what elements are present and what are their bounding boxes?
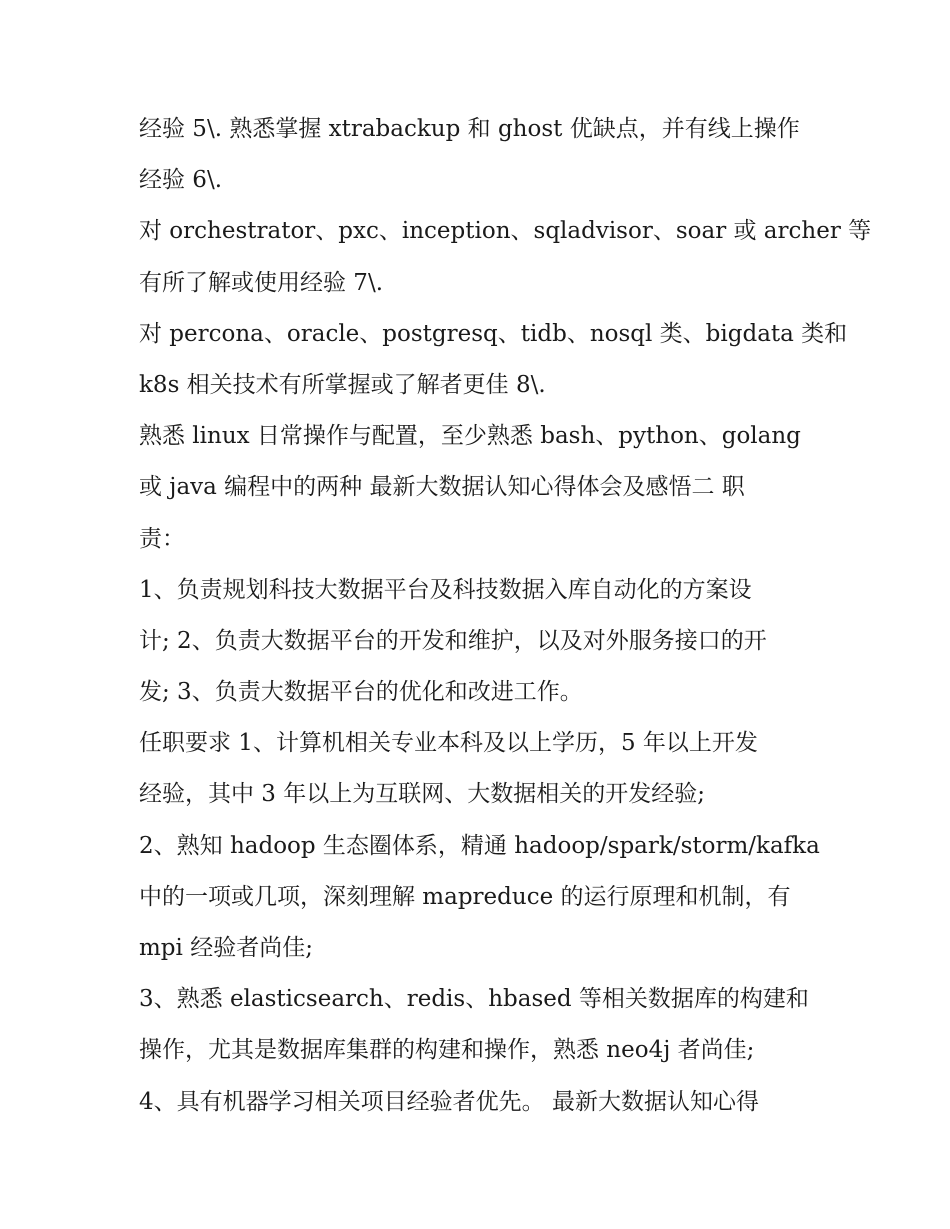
text-line: k8s 相关技术有所掌握或了解者更佳 8\. — [139, 371, 546, 398]
text-line: 计; 2、负责大数据平台的开发和维护，以及对外服务接口的开 — [139, 627, 767, 654]
text-line: 经验 5\. 熟悉掌握 xtrabackup 和 ghost 优缺点，并有线上操作 — [139, 116, 800, 142]
text-line: mpi 经验者尚佳; — [139, 935, 313, 961]
document-body — [139, 104, 872, 1128]
text-line: 任职要求 1、计算机相关专业本科及以上学历，5 年以上开发 — [139, 730, 758, 757]
text-line: 经验 6\. — [139, 167, 223, 194]
text-line: 4、具有机器学习相关项目经验者优先。 最新大数据认知心得 — [139, 1088, 759, 1115]
text-line: 3、熟悉 elasticsearch、redis、hbased 等相关数据库的构建和 — [139, 986, 809, 1013]
text-line: 经验，其中 3 年以上为互联网、大数据相关的开发经验; — [139, 781, 706, 808]
text-line: 责： — [139, 525, 185, 552]
text-line: 对 orchestrator、pxc、inception、sqladvisor、soar 或 archer 等 — [139, 218, 872, 245]
text-line: 熟悉 linux 日常操作与配置，至少熟悉 bash、python、golang — [139, 423, 801, 450]
text-line: 或 java 编程中的两种 最新大数据认知心得体会及感悟二 职 — [139, 474, 745, 501]
text-line: 中的一项或几项，深刻理解 mapreduce 的运行原理和机制，有 — [139, 883, 791, 910]
text-line: 发; 3、负责大数据平台的优化和改进工作。 — [139, 679, 583, 706]
text-line: 1、负责规划科技大数据平台及科技数据入库自动化的方案设 — [139, 576, 752, 603]
text-line: 对 percona、oracle、postgresq、tidb、nosql 类、bigdata 类和 — [139, 320, 848, 347]
text-line: 有所了解或使用经验 7\. — [139, 269, 384, 296]
text-line: 2、熟知 hadoop 生态圈体系，精通 hadoop/spark/storm/kafka — [139, 832, 820, 859]
text-line: 操作，尤其是数据库集群的构建和操作，熟悉 neo4j 者尚佳; — [139, 1037, 755, 1064]
